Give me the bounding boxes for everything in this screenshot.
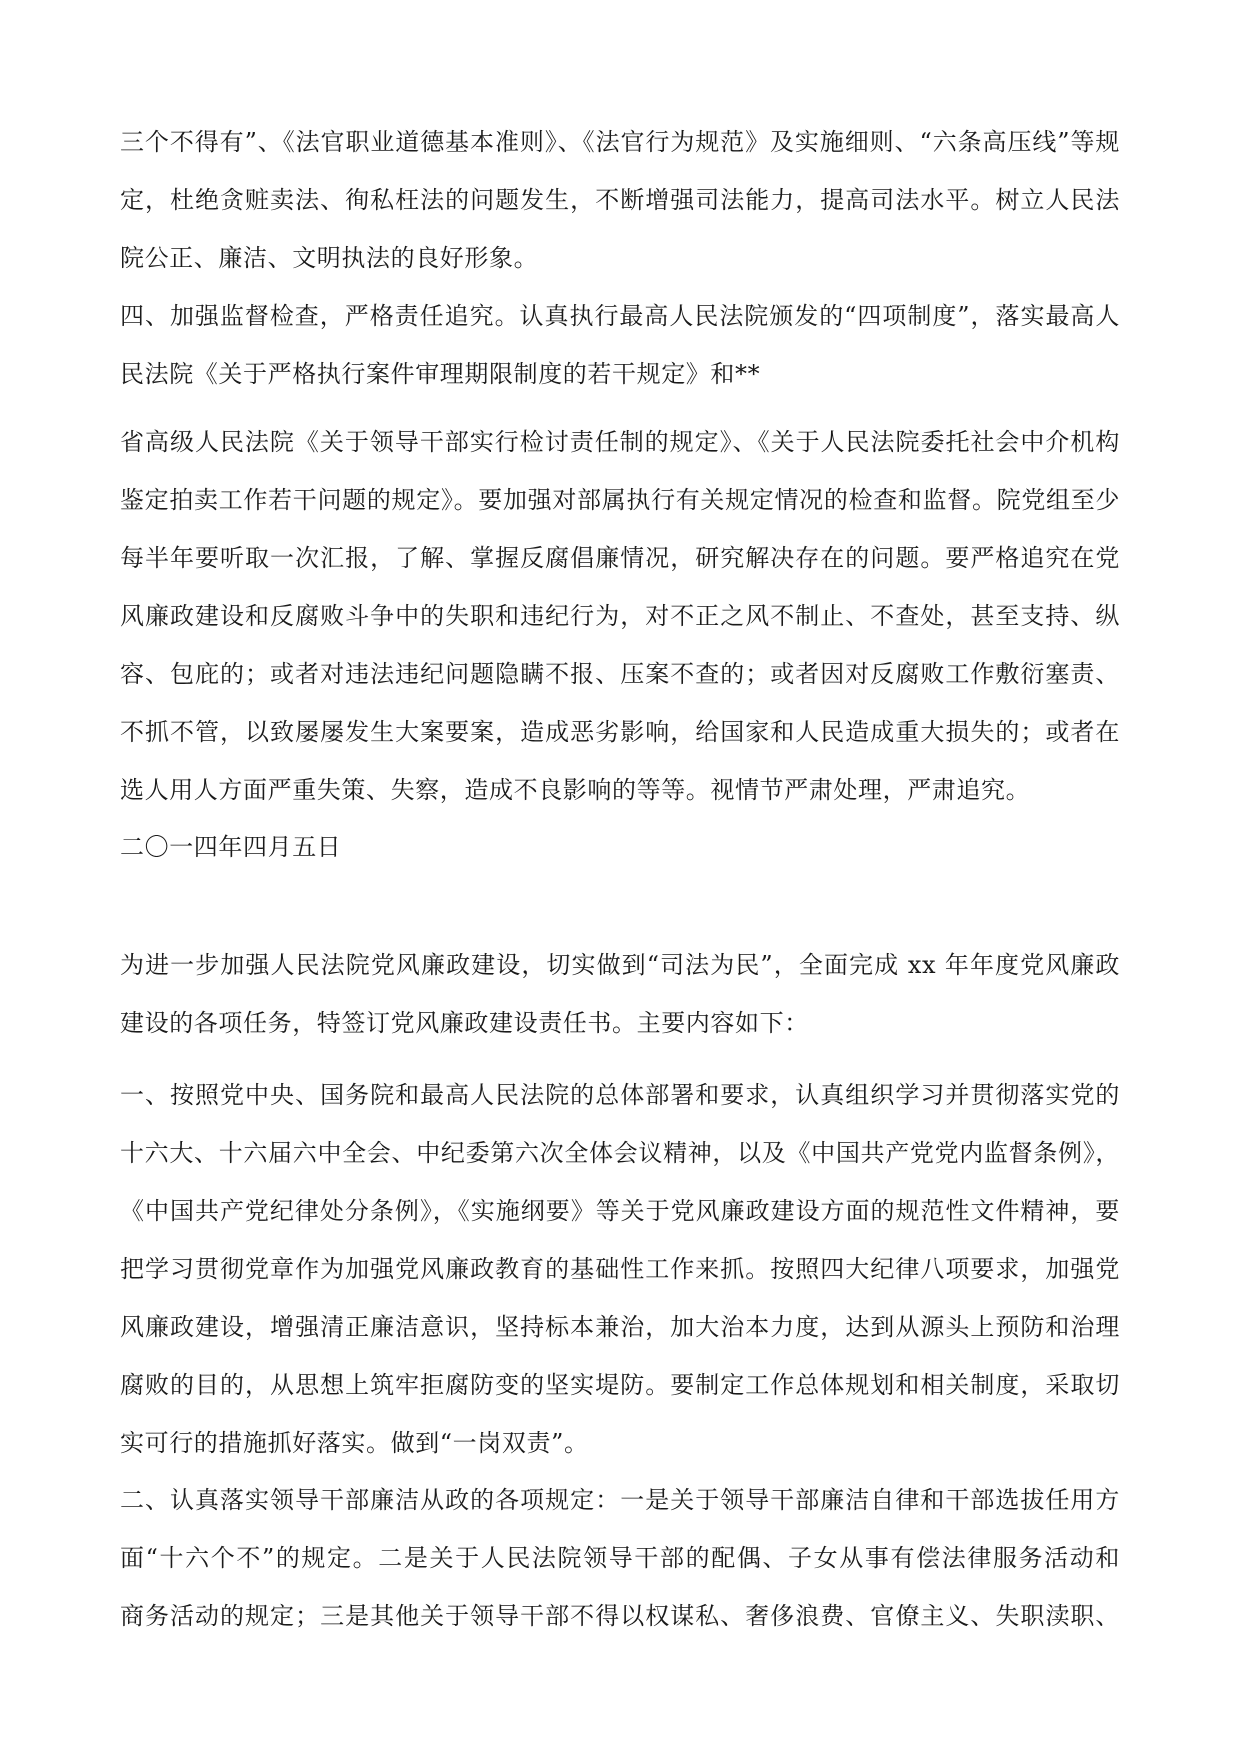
text-line: 腐败的目的，从思想上筑牢拒腐防变的坚实堤防。要制定工作总体规划和相关制度，采取切 bbox=[120, 1371, 1120, 1399]
text-line: 面“十六个不”的规定。二是关于人民法院领导干部的配偶、子女从事有偿法律服务活动和 bbox=[120, 1544, 1120, 1572]
text-line: 院公正、廉洁、文明执法的良好形象。 bbox=[120, 244, 539, 272]
text-line: 建设的各项任务，特签订党风廉政建设责任书。主要内容如下： bbox=[120, 1009, 809, 1037]
text-line: 定，杜绝贪赃卖法、徇私枉法的问题发生，不断增强司法能力，提高司法水平。树立人民法 bbox=[120, 186, 1120, 214]
text-line: 商务活动的规定；三是其他关于领导干部不得以权谋私、奢侈浪费、官僚主义、失职渎职、 bbox=[120, 1602, 1120, 1630]
paragraph-section-one bbox=[120, 1066, 1120, 1472]
document-date: 二〇一四年四月五日 bbox=[120, 833, 342, 861]
text-line: 容、包庇的；或者对违法违纪问题隐瞒不报、压案不查的；或者因对反腐败工作敷衍塞责、 bbox=[120, 660, 1120, 688]
text-line: 每半年要听取一次汇报，了解、掌握反腐倡廉情况，研究解决存在的问题。要严格追究在党 bbox=[120, 544, 1120, 572]
text-line: 四、加强监督检查，严格责任追究。认真执行最高人民法院颁发的“四项制度”，落实最高人 bbox=[120, 302, 1120, 330]
text-line: 省高级人民法院《关于领导干部实行检讨责任制的规定》、《关于人民法院委托社会中介机构 bbox=[120, 428, 1120, 456]
text-line: 风廉政建设，增强清正廉洁意识，坚持标本兼治，加大治本力度，达到从源头上预防和治理 bbox=[120, 1313, 1120, 1341]
paragraph-date bbox=[120, 818, 1120, 876]
paragraph-accountability bbox=[120, 413, 1120, 819]
text-line: 三个不得有”、《法官职业道德基本准则》、《法官行为规范》及实施细则、“六条高压线”等规 bbox=[120, 128, 1120, 156]
text-line: 把学习贯彻党章作为加强党风廉政教育的基础性工作来抓。按照四大纪律八项要求，加强党 bbox=[120, 1255, 1120, 1283]
paragraph-section-two bbox=[120, 1471, 1120, 1645]
paragraph-introduction bbox=[120, 936, 1120, 1052]
paragraph-judicial-conduct bbox=[120, 113, 1120, 287]
text-line: 实可行的措施抓好落实。做到“一岗双责”。 bbox=[120, 1429, 589, 1457]
text-line: 鉴定拍卖工作若干问题的规定》。要加强对部属执行有关规定情况的检查和监督。院党组至少 bbox=[120, 486, 1120, 514]
paragraph-supervision bbox=[120, 287, 1120, 403]
text-line: 不抓不管，以致屡屡发生大案要案，造成恶劣影响，给国家和人民造成重大损失的；或者在 bbox=[120, 718, 1120, 746]
text-line: 选人用人方面严重失策、失察，造成不良影响的等等。视情节严肃处理，严肃追究。 bbox=[120, 776, 1031, 804]
text-line: 《中国共产党纪律处分条例》，《实施纲要》等关于党风廉政建设方面的规范性文件精神，要 bbox=[120, 1197, 1120, 1225]
text-line: 风廉政建设和反腐败斗争中的失职和违纪行为，对不正之风不制止、不查处，甚至支持、纵 bbox=[120, 602, 1120, 630]
text-line: 民法院《关于严格执行案件审理期限制度的若干规定》和** bbox=[120, 360, 761, 388]
text-line: 一、按照党中央、国务院和最高人民法院的总体部署和要求，认真组织学习并贯彻落实党的 bbox=[120, 1081, 1120, 1109]
text-line: 为进一步加强人民法院党风廉政建设，切实做到“司法为民”，全面完成 xx 年年度党风廉政 bbox=[120, 951, 1120, 979]
text-line: 十六大、十六届六中全会、中纪委第六次全体会议精神，以及《中国共产党党内监督条例》， bbox=[120, 1139, 1120, 1167]
text-line: 二、认真落实领导干部廉洁从政的各项规定：一是关于领导干部廉洁自律和干部选拔任用方 bbox=[120, 1486, 1120, 1514]
